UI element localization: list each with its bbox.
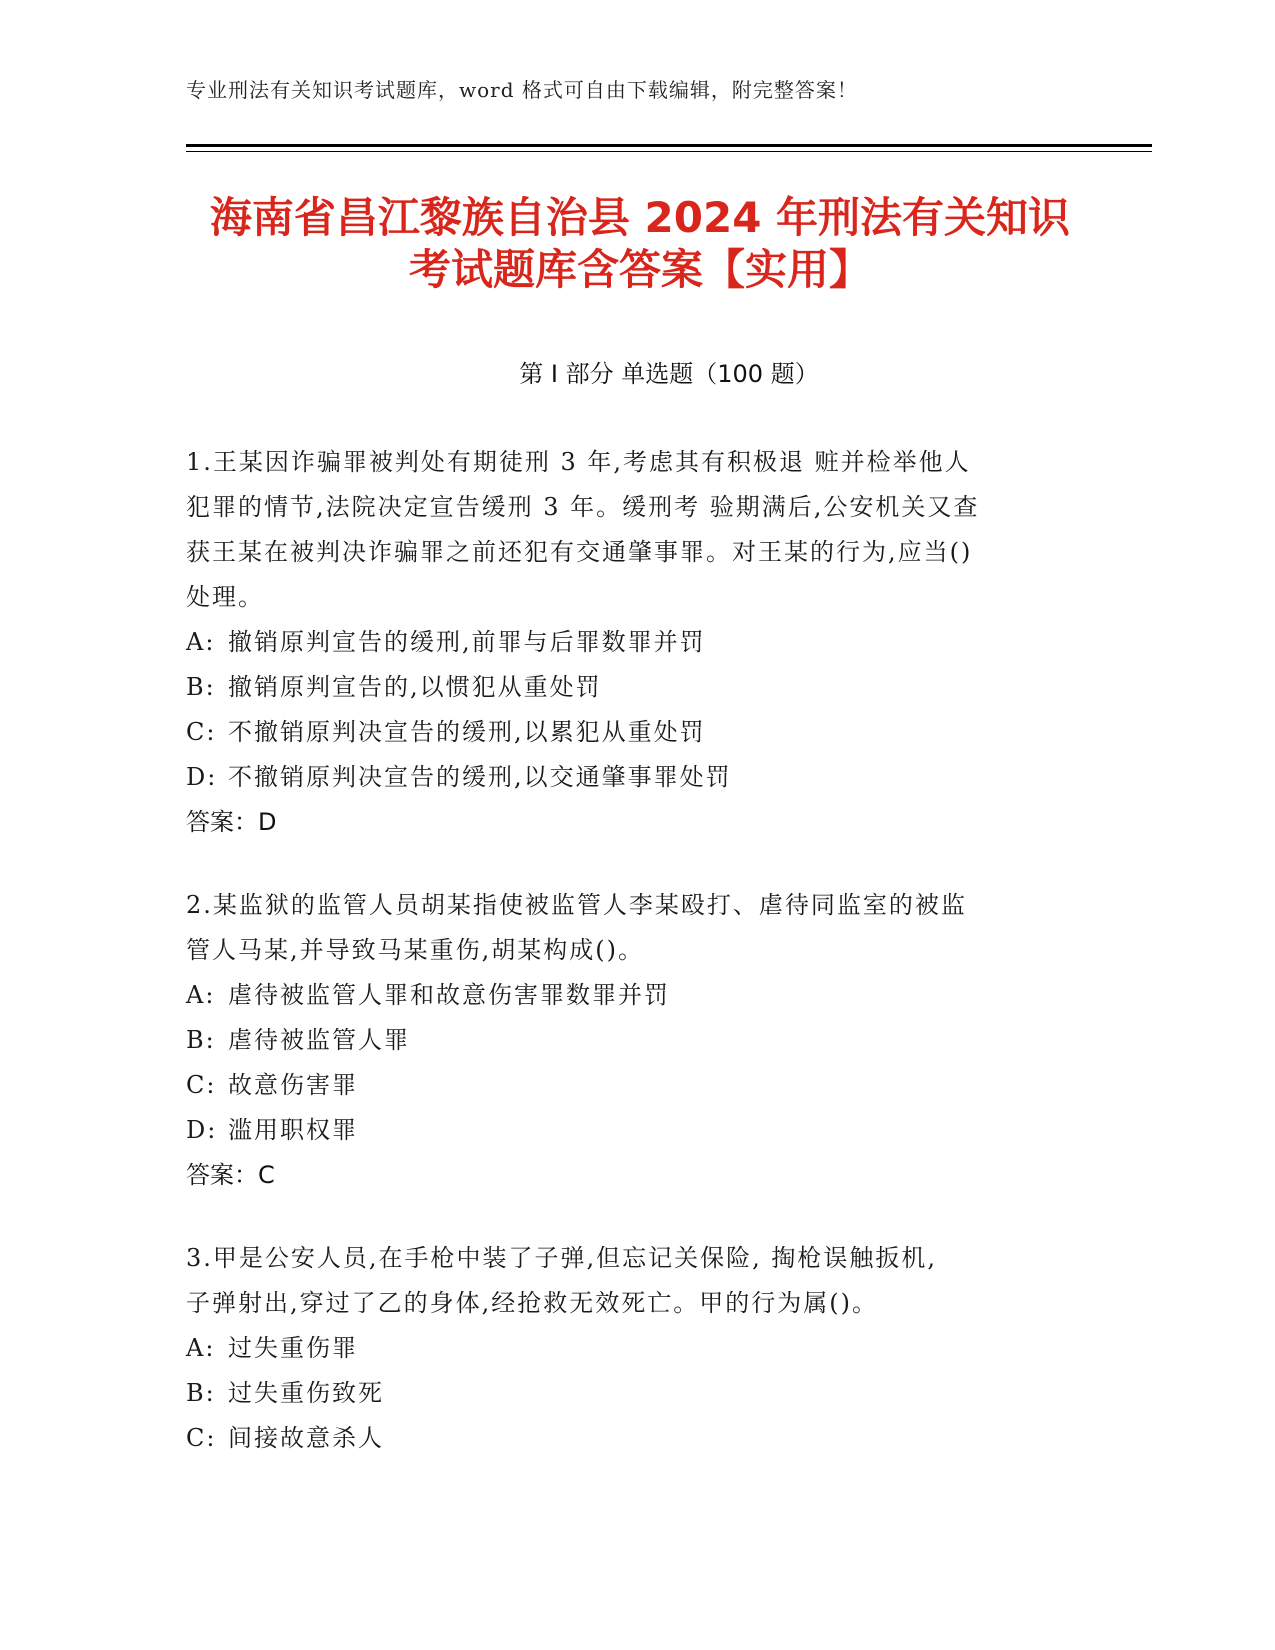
- document-title: [160, 192, 1120, 296]
- header-rule-thin: [186, 151, 1152, 152]
- answer-line: [186, 800, 1106, 845]
- option-letter: A:: [186, 1334, 216, 1362]
- option-c: [186, 1063, 1106, 1108]
- option-text: 间接故意杀人: [228, 1424, 384, 1452]
- question-stem-line: 3.甲是公安人员,在手枪中装了子弹,但忘记关保险, 掏枪误触扳机,: [186, 1244, 938, 1272]
- option-letter: A:: [186, 628, 216, 656]
- option-text: 滥用职权罪: [228, 1116, 358, 1144]
- option-a: [186, 1326, 1106, 1371]
- option-c: [186, 710, 1106, 755]
- question-list: [186, 440, 1106, 1499]
- option-text: 故意伤害罪: [228, 1071, 358, 1099]
- question-stem-line: 获王某在被判决诈骗罪之前还犯有交通肇事罪。对王某的行为,应当(): [186, 538, 973, 566]
- option-letter: B:: [186, 1026, 216, 1054]
- option-text: 过失重伤罪: [228, 1334, 358, 1362]
- option-letter: C:: [186, 1071, 217, 1099]
- question-stem-line: 1.王某因诈骗罪被判处有期徒刑 3 年,考虑其有积极退 赃并检举他人: [186, 448, 971, 476]
- option-text: 不撤销原判决宣告的缓刑,以交通肇事罪处罚: [228, 763, 732, 791]
- option-text: 过失重伤致死: [228, 1379, 384, 1407]
- header-note: 专业刑法有关知识考试题库，word 格式可自由下载编辑，附完整答案！: [186, 78, 858, 102]
- title-line-1: 海南省昌江黎族自治县 2024 年刑法有关知识: [209, 193, 1071, 242]
- option-text: 虐待被监管人罪: [228, 1026, 410, 1054]
- option-text: 不撤销原判决宣告的缓刑,以累犯从重处罚: [228, 718, 706, 746]
- question-stem-line: 子弹射出,穿过了乙的身体,经抢救无效死亡。甲的行为属()。: [186, 1289, 878, 1317]
- question-3: [186, 1236, 1106, 1461]
- option-c: [186, 1416, 1106, 1461]
- option-b: [186, 1371, 1106, 1416]
- option-text: 虐待被监管人罪和故意伤害罪数罪并罚: [228, 981, 670, 1009]
- option-letter: D:: [186, 1116, 218, 1144]
- option-letter: A:: [186, 981, 216, 1009]
- question-stem-line: 管人马某,并导致马某重伤,胡某构成()。: [186, 936, 644, 964]
- option-d: [186, 755, 1106, 800]
- question-stem-line: 2.某监狱的监管人员胡某指使被监管人李某殴打、虐待同监室的被监: [186, 891, 967, 919]
- answer-label: 答案：: [186, 808, 258, 836]
- option-a: [186, 620, 1106, 665]
- question-2: [186, 883, 1106, 1198]
- option-letter: C:: [186, 718, 217, 746]
- option-text: 撤销原判宣告的,以惯犯从重处罚: [228, 673, 602, 701]
- question-1: [186, 440, 1106, 845]
- option-d: [186, 1108, 1106, 1153]
- section-heading: 第 I 部分 单选题（100 题）: [519, 360, 819, 388]
- option-letter: C:: [186, 1424, 217, 1452]
- header-rule-thick: [186, 144, 1152, 147]
- question-stem-line: 犯罪的情节,法院决定宣告缓刑 3 年。缓刑考 验期满后,公安机关又查: [186, 493, 980, 521]
- question-stem-line: 处理。: [186, 583, 264, 611]
- option-b: [186, 1018, 1106, 1063]
- option-letter: B:: [186, 673, 216, 701]
- option-letter: B:: [186, 1379, 216, 1407]
- answer-value: D: [258, 808, 277, 836]
- answer-label: 答案：: [186, 1161, 258, 1189]
- title-line-2: 考试题库含答案【实用】: [408, 245, 871, 294]
- option-a: [186, 973, 1106, 1018]
- option-letter: D:: [186, 763, 218, 791]
- option-text: 撤销原判宣告的缓刑,前罪与后罪数罪并罚: [228, 628, 706, 656]
- answer-value: C: [258, 1161, 275, 1189]
- option-b: [186, 665, 1106, 710]
- answer-line: [186, 1153, 1106, 1198]
